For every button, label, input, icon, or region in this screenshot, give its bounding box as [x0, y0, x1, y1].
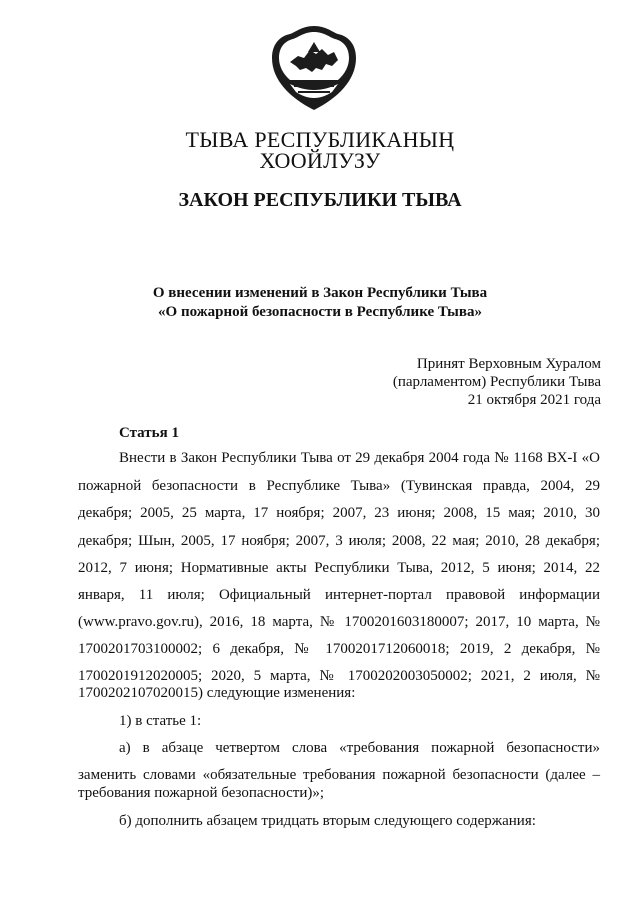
paragraph-line: 1700202107020015) следующие изменения: — [78, 685, 356, 701]
adoption-line-1: Принят Верховным Хуралом — [416, 356, 601, 372]
list-item-a-line: заменить словами «обязательные требования пожарной безопасности (далее – — [78, 767, 600, 783]
tuva-coat-of-arms-icon — [268, 22, 360, 114]
paragraph-line: Внести в Закон Республики Тыва от 29 декабря 2004 года № 1168 ВХ-I «О — [119, 450, 600, 466]
adoption-date: 21 октября 2021 года — [467, 392, 601, 408]
list-item-a-line: а) в абзаце четвертом слова «требования пожарной безопасности» — [119, 740, 600, 756]
paragraph-line: пожарной безопасности в Республике Тыва» (Тувинская правда, 2004, 29 — [78, 478, 600, 494]
paragraph-line: (www.pravo.gov.ru), 2016, 18 марта, № 1700201603180007; 2017, 10 марта, № — [78, 614, 600, 630]
paragraph-line: 1700201703100002; 6 декабря, № 1700201712060018; 2019, 2 декабря, № — [78, 641, 600, 657]
article-heading: Статья 1 — [119, 425, 179, 441]
parliament-name-tuvan: ТЫВА РЕСПУБЛИКАНЫҢ — [185, 127, 455, 152]
list-item-1: 1) в статье 1: — [119, 713, 202, 729]
adoption-line-2: (парламентом) Республики Тыва — [392, 374, 601, 390]
law-title-line-1: О внесении изменений в Закон Республики Тыва — [152, 285, 488, 301]
parliament-name-tuvan-line-2: ХООЙЛУЗУ — [259, 148, 381, 173]
paragraph-line: 2012, 7 июня; Нормативные акты Республики Тыва, 2012, 5 июня; 2014, 22 — [78, 560, 600, 576]
list-item-b: б) дополнить абзацем тридцать вторым следующего содержания: — [119, 813, 536, 829]
paragraph-line: 1700201912020005; 2020, 5 марта, № 1700202003050002; 2021, 2 июля, № — [78, 668, 600, 684]
law-heading: ЗАКОН РЕСПУБЛИКИ ТЫВА — [178, 189, 462, 211]
paragraph-line: декабря; 2005, 25 марта, 17 ноября; 2007, 23 июня; 2008, 15 мая; 2010, 30 — [78, 505, 600, 521]
list-item-a-line: требования пожарной безопасности)»; — [78, 785, 325, 801]
paragraph-line: декабря; Шын, 2005, 17 ноября; 2007, 3 июля; 2008, 22 мая; 2010, 28 декабря; — [78, 533, 600, 549]
paragraph-line: января, 11 июля; Официальный интернет-портал правовой информации — [78, 587, 600, 603]
law-title-line-2: «О пожарной безопасности в Республике Тыва» — [158, 304, 482, 320]
